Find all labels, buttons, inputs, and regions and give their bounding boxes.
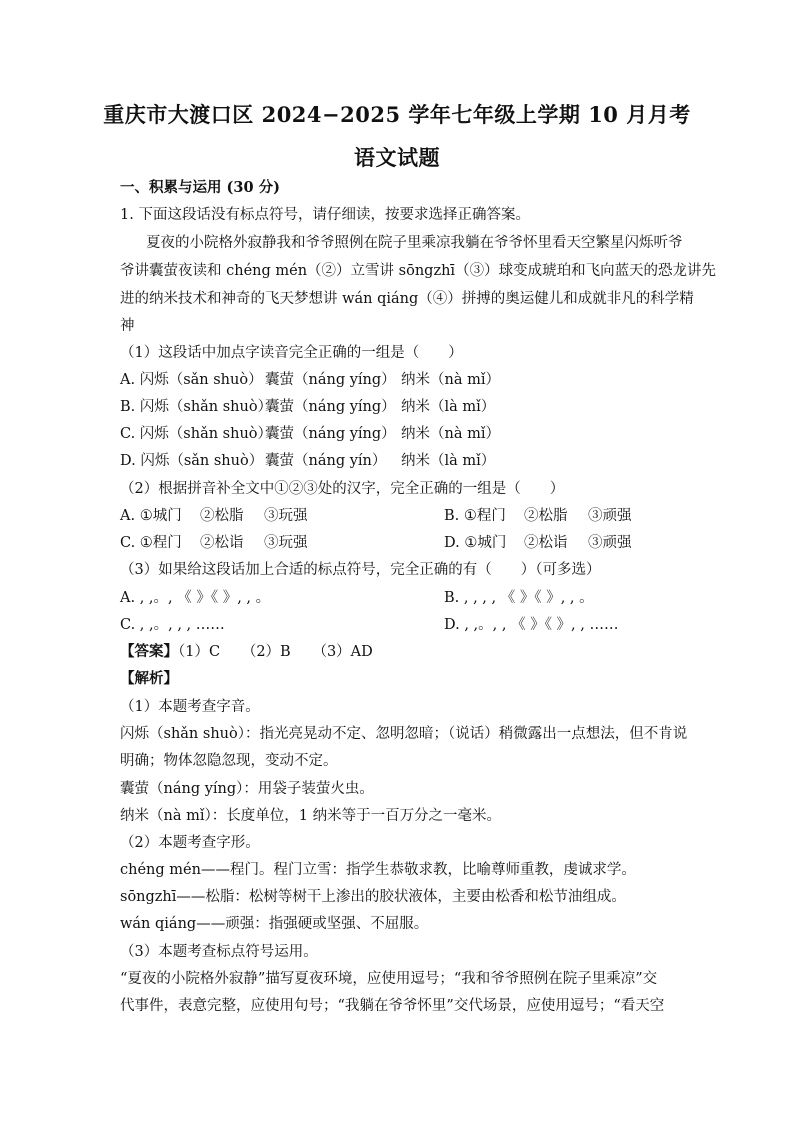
analysis-line: （1）本题考查字音。 [120, 699, 260, 715]
option-b-part1: B. ①程门 [444, 508, 506, 524]
option-c-word3: 纳米（nà mǐ） [401, 426, 500, 442]
option-d-part2: ②松诣 [524, 535, 568, 551]
option-b-word2: 囊萤（náng yíng） [265, 399, 396, 415]
option-d-word1: D. 闪烁（sǎn shuò） [120, 453, 264, 469]
analysis-line: 囊萤（náng yíng）：用袋子装萤火虫。 [120, 781, 374, 797]
analysis-line: 代事件，表意完整，应使用句号；“我躺在爷爷怀里”交代场景，应使用逗号；“看天空 [120, 998, 665, 1014]
answer-label: 【答案】 [120, 643, 178, 660]
option-a-part2: ②松脂 [200, 508, 244, 524]
passage-line: 神 [120, 318, 135, 334]
option-b-word3: 纳米（là mǐ） [401, 399, 496, 415]
option-row [120, 506, 308, 526]
analysis-line: （2）本题考查字形。 [120, 835, 260, 851]
passage-line: 夏夜的小院格外寂静我和爷爷照例在院子里乘凉我躺在爷爷怀里看天空繁星闪烁听爷 [146, 235, 683, 251]
option-a-part3: ③玩强 [264, 508, 308, 524]
analysis-label: 【解析】 [120, 670, 178, 687]
option-row [120, 424, 500, 444]
analysis-line: 明确；物体忽隐忽现，变动不定。 [120, 753, 338, 769]
analysis-line: “夏夜的小院格外寂静”描写夏夜环境，应使用逗号；“我和爷爷照例在院子里乘凉”交 [120, 971, 658, 987]
option-b-word1: B. 闪烁（shǎn shuò） [120, 399, 273, 415]
option-d: D. , ,。, , 《 》《 》, , …… [444, 617, 619, 633]
passage-line: 进的纳米技术和神奇的飞天梦想讲 wán qiáng（④）拼搏的奥运健儿和成就非凡的科学精 [120, 291, 694, 307]
option-d-part3: ③顽强 [588, 535, 632, 551]
analysis-line: wán qiáng——顽强：指强硬或坚强、不屈服。 [120, 916, 429, 932]
page-title: 重庆市大渡口区 2024−2025 学年七年级上学期 10 月月考 [103, 102, 691, 127]
page-subtitle: 语文试题 [354, 145, 440, 170]
answer-line [120, 642, 373, 662]
option-row [444, 506, 632, 526]
sub-question-2: （2）根据拼音补全文中①②③处的汉字，完全正确的一组是（ ） [120, 481, 565, 497]
option-d-part1: D. ①城门 [444, 535, 507, 551]
analysis-line: 闪烁（shǎn shuò）：指光亮晃动不定、忽明忽暗；（说话）稍微露出一点想法，但不肯说 [120, 726, 688, 742]
option-row [444, 533, 632, 553]
analysis-line: chéng mén——程门。程门立雪：指学生恭敬求教，比喻尊师重教，虔诚求学。 [120, 862, 636, 878]
option-a-word1: A. 闪烁（sǎn shuò） [120, 372, 263, 388]
option-c-part1: C. ①程门 [120, 535, 182, 551]
option-c-word1: C. 闪烁（shǎn shuò） [120, 426, 273, 442]
option-b: B. , , , , 《 》《 》, , 。 [444, 590, 594, 606]
option-a-word2: 囊萤（náng yíng） [265, 372, 396, 388]
analysis-line: 纳米（nà mǐ）：长度单位，1 纳米等于一百万分之一毫米。 [120, 808, 502, 824]
analysis-line: sōngzhī——松脂：松树等树干上渗出的胶状液体，主要由松香和松节油组成。 [120, 889, 626, 905]
option-c: C. , ,。, , , …… [120, 617, 225, 633]
analysis-line: （3）本题考查标点符号运用。 [120, 944, 318, 960]
option-c-word2: 囊萤（náng yíng） [265, 426, 396, 442]
option-d-word2: 囊萤（náng yín） [265, 453, 387, 469]
sub-question-1: （1）这段话中加点字读音完全正确的一组是（ ） [120, 345, 463, 361]
option-b-part2: ②松脂 [524, 508, 568, 524]
question-prompt: 1. 下面这段话没有标点符号，请仔细读，按要求选择正确答案。 [120, 207, 530, 223]
answer-text: （1）C （2）B （3）AD [178, 644, 373, 660]
section-heading: 一、积累与运用 (30 分) [120, 179, 280, 196]
passage-line: 爷讲囊萤夜读和 chéng mén（②）立雪讲 sōngzhī（③）球变成琥珀和飞向蓝天的恐龙讲先 [120, 263, 717, 279]
option-d-word3: 纳米（là mǐ） [401, 453, 496, 469]
option-row [120, 451, 495, 471]
option-c-part3: ③玩强 [264, 535, 308, 551]
option-a: A. , ,。, 《 》《 》, , 。 [120, 590, 271, 606]
option-row [120, 533, 308, 553]
option-c-part2: ②松诣 [200, 535, 244, 551]
option-row [120, 370, 500, 390]
option-b-part3: ③顽强 [588, 508, 632, 524]
option-row [120, 397, 495, 417]
sub-question-3: （3）如果给这段话加上合适的标点符号，完全正确的有（ ）（可多选） [120, 562, 601, 578]
option-a-word3: 纳米（nà mǐ） [401, 372, 500, 388]
option-a-part1: A. ①城门 [120, 508, 182, 524]
